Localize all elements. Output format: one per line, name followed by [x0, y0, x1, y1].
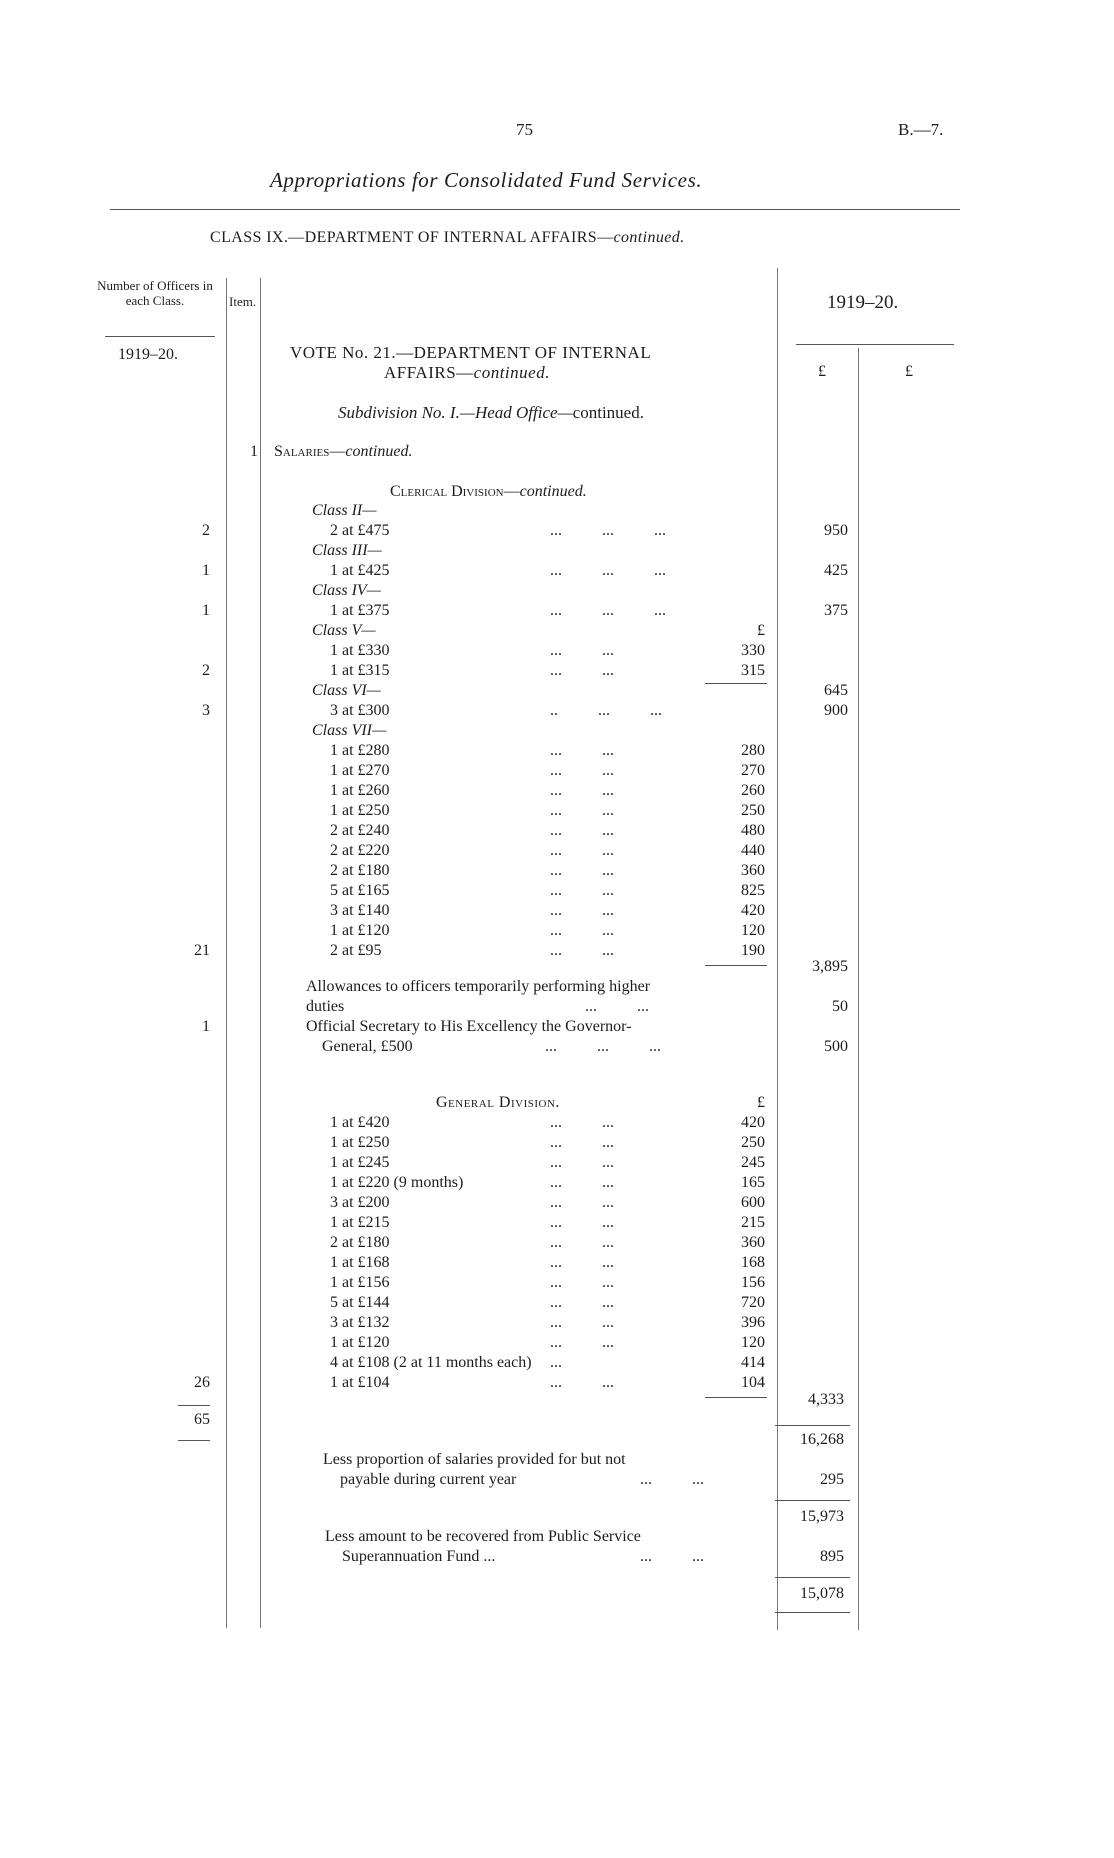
subdivision-title [338, 403, 644, 423]
class-2-heading: Class II— [312, 502, 377, 519]
allowances-line-1: Allowances to officers temporarily performing higher [306, 978, 651, 995]
officers-year: 1919–20. [118, 346, 178, 363]
general-row-label: 4 at £108 (2 at 11 months each) [330, 1354, 532, 1371]
general-row-label: 1 at £120 [330, 1334, 390, 1351]
class-3-amount: 425 [824, 562, 848, 579]
vote-title-text: AFFAIRS— [384, 363, 474, 382]
general-row-label: 1 at £156 [330, 1274, 390, 1291]
general-row-amount: 360 [741, 1234, 765, 1251]
year-column-rule [858, 348, 859, 1630]
general-row-label: 1 at £215 [330, 1214, 390, 1231]
class-2-label: 2 at £475 [330, 522, 390, 539]
class7-row-label: 1 at £280 [330, 742, 390, 759]
running-title: Appropriations for Consolidated Fund Services. [270, 168, 703, 192]
general-row-amount: 156 [741, 1274, 765, 1291]
class7-row-dots: ... ... [550, 942, 614, 959]
subdivision-text: Subdivision No. I.—Head Office— [338, 403, 573, 422]
general-row-amount: 600 [741, 1194, 765, 1211]
salaries-heading [274, 442, 412, 462]
general-row-dots: ... [550, 1354, 562, 1371]
class-2-dots: ... ... ... [550, 522, 666, 539]
clerical-heading-text: Clerical Division— [390, 483, 520, 500]
general-row-label: 1 at £245 [330, 1154, 390, 1171]
general-row-dots: ... ... [550, 1134, 614, 1151]
officers-total-rule [178, 1405, 210, 1406]
general-row-dots: ... ... [550, 1314, 614, 1331]
general-row-dots: ... ... [550, 1254, 614, 1271]
general-row-label: 1 at £168 [330, 1254, 390, 1271]
class7-row-label: 1 at £260 [330, 782, 390, 799]
class7-row-amount: 360 [741, 862, 765, 879]
class7-row-dots: ... ... [550, 782, 614, 799]
class7-row-amount: 270 [741, 762, 765, 779]
class-6-heading: Class VI— [312, 682, 381, 699]
general-row-dots: ... ... [550, 1374, 614, 1391]
general-row-dots: ... ... [550, 1154, 614, 1171]
class7-row-amount: 260 [741, 782, 765, 799]
class-5-row-1-label: 1 at £330 [330, 642, 390, 659]
document-code: B.—7. [898, 120, 944, 139]
less-2-line-1: Less amount to be recovered from Public Service [325, 1528, 641, 1545]
class-7-officers: 21 [194, 942, 210, 959]
general-row-amount: 120 [741, 1334, 765, 1351]
general-row-dots: ... ... [550, 1114, 614, 1131]
class-6-dots: .. ... ... [550, 702, 662, 719]
general-row-amount: 414 [741, 1354, 765, 1371]
less-1-line-2: payable during current year [340, 1471, 517, 1488]
class7-row-amount: 120 [741, 922, 765, 939]
class-5-heading: Class V— [312, 622, 376, 639]
less-1-line-1: Less proportion of salaries provided for but not [323, 1451, 626, 1468]
class-3-label: 1 at £425 [330, 562, 390, 579]
vote-title-suffix: continued. [473, 363, 550, 382]
salaries-suffix: continued. [345, 443, 413, 460]
class-5-pound: £ [757, 622, 765, 639]
net-total: 15,078 [800, 1585, 844, 1602]
general-row-amount: 168 [741, 1254, 765, 1271]
class-6-label: 3 at £300 [330, 702, 390, 719]
class7-row-dots: ... ... [550, 922, 614, 939]
salaries-text: Salaries— [274, 443, 346, 460]
class-5-subtotal-rule [705, 683, 767, 684]
class-4-dots: ... ... ... [550, 602, 666, 619]
item-number: 1 [250, 443, 258, 460]
general-row-label: 3 at £200 [330, 1194, 390, 1211]
class7-row-amount: 440 [741, 842, 765, 859]
officers-header-rule [105, 336, 215, 337]
general-row-amount: 420 [741, 1114, 765, 1131]
subdivision-suffix: continued. [572, 403, 644, 422]
less-2-line-2: Superannuation Fund ... [342, 1548, 496, 1565]
class-3-dots: ... ... ... [550, 562, 666, 579]
class7-row-amount: 825 [741, 882, 765, 899]
class-5-officers: 2 [202, 662, 210, 679]
general-row-dots: ... ... [550, 1234, 614, 1251]
secretary-line-2: General, £500 [322, 1038, 413, 1055]
class-title-suffix: continued. [613, 229, 685, 246]
item-column-rule [260, 278, 261, 1628]
class7-row-label: 2 at £240 [330, 822, 390, 839]
subtotal: 15,973 [800, 1508, 844, 1525]
general-row-amount: 720 [741, 1294, 765, 1311]
class-3-heading: Class III— [312, 542, 382, 559]
general-row-dots: ... ... [550, 1334, 614, 1351]
general-row-dots: ... ... [550, 1174, 614, 1191]
header-rule [110, 209, 960, 210]
net-rule-bottom [775, 1612, 850, 1613]
allowances-amount: 50 [832, 998, 848, 1015]
class-5-row-2-dots: ... ... [550, 662, 614, 679]
class7-row-label: 2 at £180 [330, 862, 390, 879]
less-2-dots: ... ... [640, 1548, 704, 1565]
pound-column-2: £ [905, 363, 913, 380]
subtotal-rule [775, 1500, 850, 1501]
secretary-line-1: Official Secretary to His Excellency the Governor- [306, 1018, 632, 1035]
allowances-line-2: duties [306, 998, 345, 1015]
class-title-text: CLASS IX.—DEPARTMENT OF INTERNAL AFFAIRS— [210, 229, 614, 246]
general-row-label: 3 at £132 [330, 1314, 390, 1331]
class-5-total: 645 [824, 682, 848, 699]
class-4-amount: 375 [824, 602, 848, 619]
officers-total-rule-bottom [178, 1440, 210, 1441]
class7-row-label: 2 at £220 [330, 842, 390, 859]
class7-row-amount: 420 [741, 902, 765, 919]
year-header: 1919–20. [827, 292, 899, 313]
class-4-heading: Class IV— [312, 582, 381, 599]
secretary-officers: 1 [202, 1018, 210, 1035]
general-row-amount: 104 [741, 1374, 765, 1391]
class7-row-dots: ... ... [550, 742, 614, 759]
less-1-dots: ... ... [640, 1471, 704, 1488]
class7-row-dots: ... ... [550, 862, 614, 879]
net-rule [775, 1577, 850, 1578]
class-7-heading: Class VII— [312, 722, 387, 739]
class7-row-label: 1 at £250 [330, 802, 390, 819]
class-4-officers: 1 [202, 602, 210, 619]
class7-row-dots: ... ... [550, 822, 614, 839]
officers-column-rule [226, 278, 227, 1628]
class7-row-label: 5 at £165 [330, 882, 390, 899]
general-row-amount: 215 [741, 1214, 765, 1231]
vote-title-line-1: VOTE No. 21.—DEPARTMENT OF INTERNAL [290, 343, 652, 362]
class-6-officers: 3 [202, 702, 210, 719]
general-row-amount: 165 [741, 1174, 765, 1191]
class7-row-label: 2 at £95 [330, 942, 382, 959]
gross-total: 16,268 [800, 1431, 844, 1448]
allowances-dots: ... ... [585, 998, 649, 1015]
general-row-label: 1 at £220 (9 months) [330, 1174, 464, 1191]
officers-column-header: Number of Officers in each Class. [97, 278, 213, 308]
pound-column-1: £ [818, 363, 826, 380]
secretary-amount: 500 [824, 1038, 848, 1055]
less-2-amount: 895 [820, 1548, 844, 1565]
class7-row-dots: ... ... [550, 842, 614, 859]
general-subtotal-rule [705, 1397, 767, 1398]
class-7-total: 3,895 [812, 958, 848, 975]
class7-row-label: 1 at £120 [330, 922, 390, 939]
class-2-amount: 950 [824, 522, 848, 539]
general-row-amount: 245 [741, 1154, 765, 1171]
general-total: 4,333 [808, 1391, 844, 1408]
class7-row-amount: 190 [741, 942, 765, 959]
class-2-officers: 2 [202, 522, 210, 539]
general-row-dots: ... ... [550, 1194, 614, 1211]
general-row-label: 1 at £250 [330, 1134, 390, 1151]
class-6-amount: 900 [824, 702, 848, 719]
class7-row-amount: 480 [741, 822, 765, 839]
general-row-dots: ... ... [550, 1274, 614, 1291]
general-row-amount: 250 [741, 1134, 765, 1151]
general-row-label: 1 at £104 [330, 1374, 390, 1391]
secretary-dots: ... ... ... [545, 1038, 661, 1055]
less-1-amount: 295 [820, 1471, 844, 1488]
class-title [210, 229, 685, 247]
class-4-label: 1 at £375 [330, 602, 390, 619]
class7-row-dots: ... ... [550, 882, 614, 899]
class7-row-dots: ... ... [550, 802, 614, 819]
class7-row-amount: 250 [741, 802, 765, 819]
year-header-rule [796, 344, 954, 345]
officers-total: 65 [194, 1411, 210, 1428]
general-row-dots: ... ... [550, 1294, 614, 1311]
clerical-heading-suffix: continued. [519, 483, 587, 500]
class7-row-label: 3 at £140 [330, 902, 390, 919]
item-column-header: Item. [229, 294, 257, 309]
class7-row-label: 1 at £270 [330, 762, 390, 779]
general-row-label: 1 at £420 [330, 1114, 390, 1131]
page-number: 75 [516, 120, 533, 139]
class-7-subtotal-rule [705, 965, 767, 966]
class-5-row-2-label: 1 at £315 [330, 662, 390, 679]
class-5-row-1-dots: ... ... [550, 642, 614, 659]
vote-title-line-2 [384, 363, 550, 383]
gross-rule [775, 1425, 850, 1426]
class-5-row-2-amount: 315 [741, 662, 765, 679]
class7-row-dots: ... ... [550, 902, 614, 919]
class7-row-dots: ... ... [550, 762, 614, 779]
general-row-amount: 396 [741, 1314, 765, 1331]
general-heading: General Division. [436, 1094, 560, 1111]
general-row-label: 2 at £180 [330, 1234, 390, 1251]
general-row-label: 5 at £144 [330, 1294, 390, 1311]
clerical-heading [390, 482, 587, 502]
class7-row-amount: 280 [741, 742, 765, 759]
general-pound: £ [757, 1094, 765, 1111]
class-5-row-1-amount: 330 [741, 642, 765, 659]
general-officers: 26 [194, 1374, 210, 1391]
general-row-dots: ... ... [550, 1214, 614, 1231]
class-3-officers: 1 [202, 562, 210, 579]
